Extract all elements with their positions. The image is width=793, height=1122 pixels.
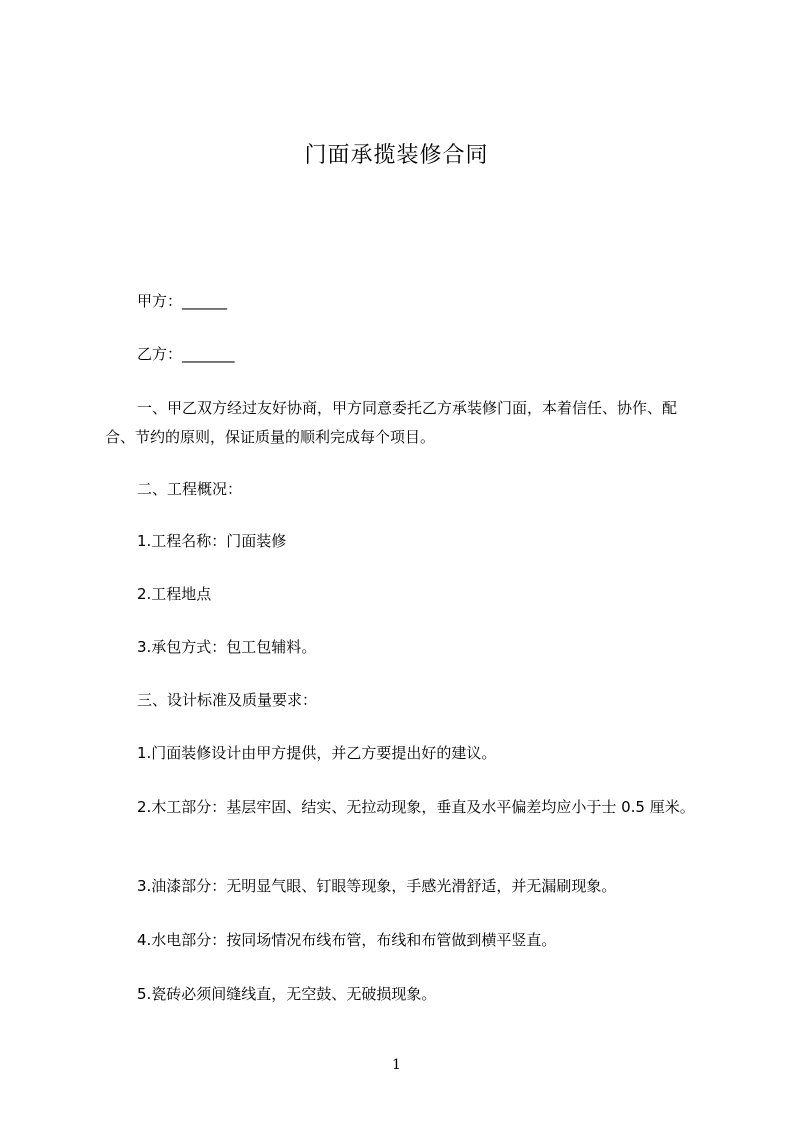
party-b-line: 乙方：_______ <box>137 345 235 363</box>
section-2-heading: 二、工程概况： <box>137 480 243 498</box>
clause-1: 一、甲乙双方经过友好协商，甲方同意委托乙方承装修门面，本着信任、协作、配合、节约的原则，保证质量的顺利完成每个项目。 <box>105 399 678 446</box>
party-a-line: 甲方：______ <box>137 292 228 310</box>
item-3-3: 3.油漆部分：无明显气眼、钉眼等现象，手感光滑舒适，并无漏刷现象。 <box>137 877 617 895</box>
item-3-5: 5.瓷砖必须间缝线直，无空鼓、无破损现象。 <box>137 985 437 1003</box>
item-2-2: 2.工程地点 <box>137 585 212 603</box>
item-2-1: 1.工程名称：门面装修 <box>137 532 287 550</box>
item-3-1: 1.门面装修设计由甲方提供，并乙方要提出好的建议。 <box>137 744 497 762</box>
item-3-4: 4.水电部分：按同场情况布线布管，布线和布管做到横平竖直。 <box>137 931 557 949</box>
page-number: 1 <box>392 1057 401 1073</box>
document-title: 门面承揽装修合同 <box>304 143 489 168</box>
item-2-3: 3.承包方式：包工包辅料。 <box>137 638 317 656</box>
section-3-heading: 三、设计标准及质量要求： <box>137 691 318 709</box>
item-3-2: 2.木工部分：基层牢固、结实、无拉动现象，垂直及水平偏差均应小于士 0.5 厘米。 <box>137 798 695 816</box>
